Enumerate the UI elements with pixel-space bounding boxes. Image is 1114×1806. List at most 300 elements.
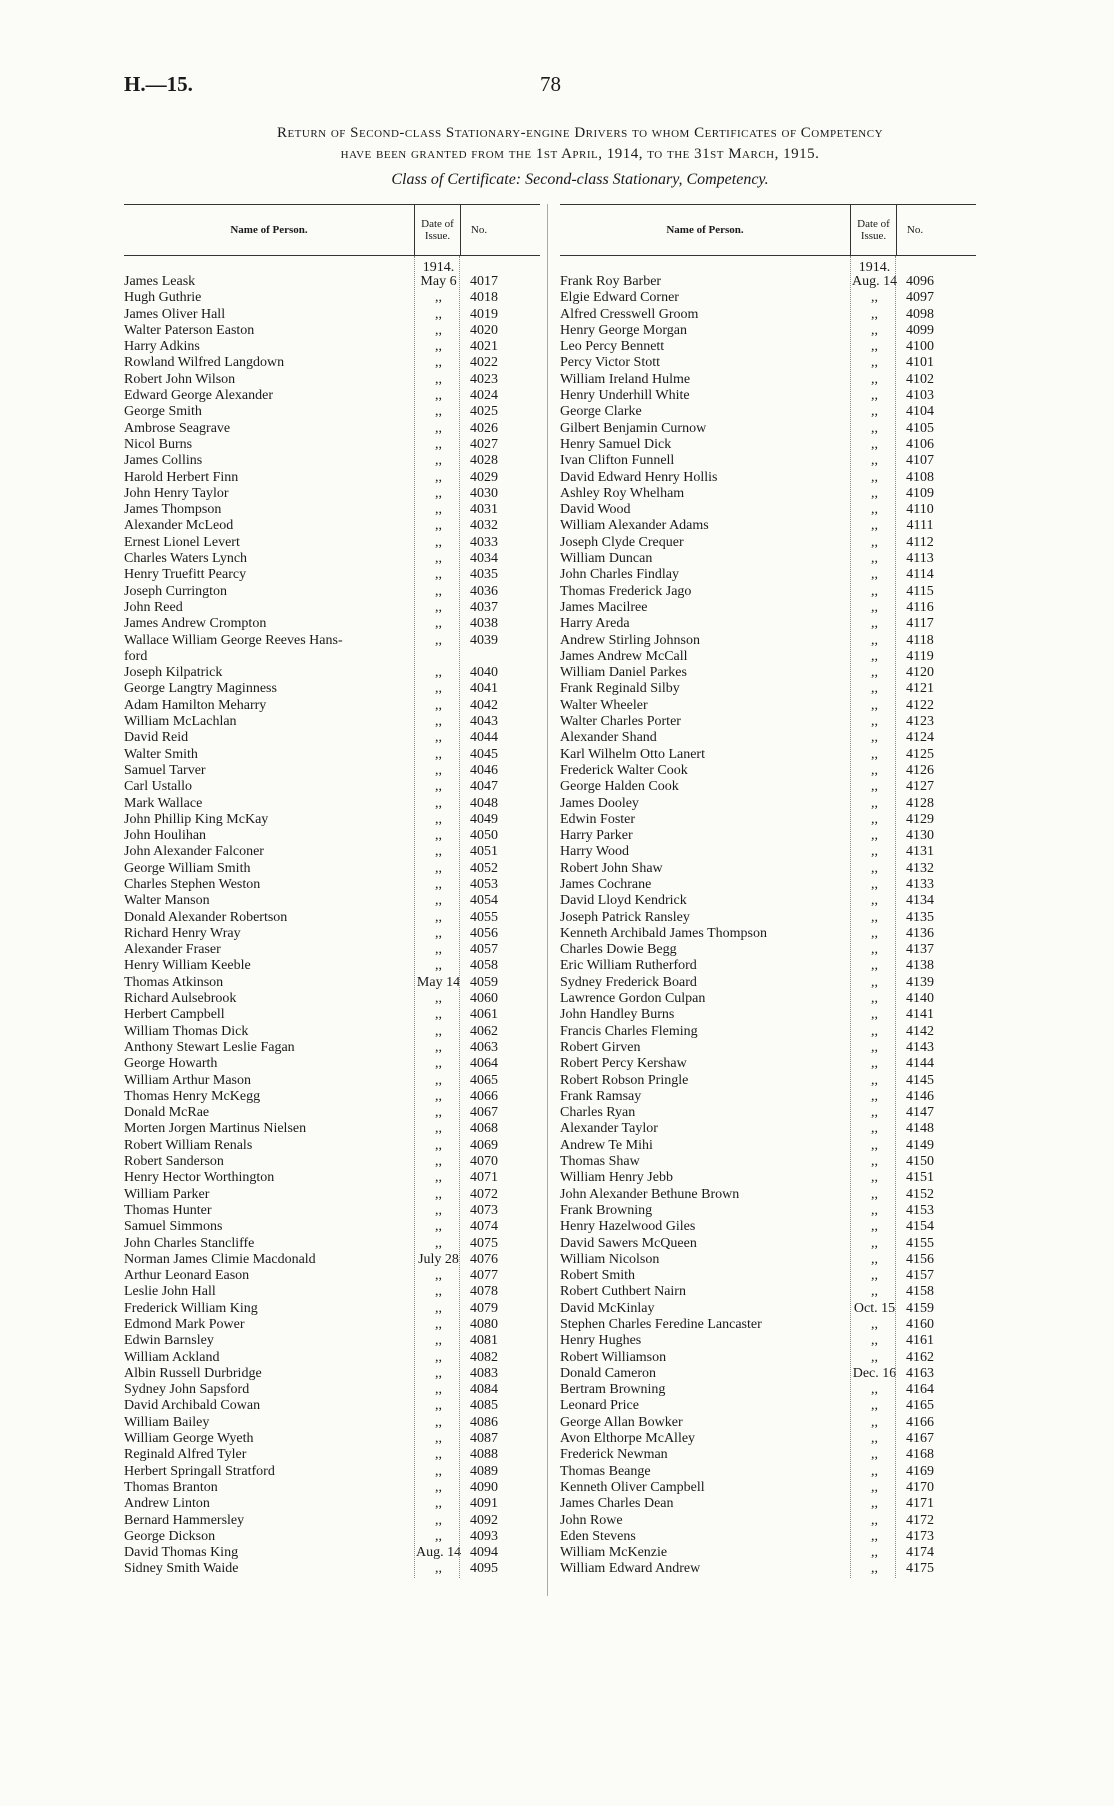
certificate-number: 4039 bbox=[470, 632, 498, 648]
person-name: Robert John Wilson bbox=[124, 371, 236, 387]
issue-date: ,, bbox=[871, 958, 878, 974]
person-name: Anthony Stewart Leslie Fagan bbox=[124, 1039, 295, 1055]
issue-date: ,, bbox=[435, 1088, 442, 1104]
table-row bbox=[560, 404, 976, 420]
issue-date: ,, bbox=[871, 469, 878, 485]
certificate-number: 4069 bbox=[470, 1137, 498, 1153]
certificate-number: 4084 bbox=[470, 1382, 498, 1398]
table-row bbox=[560, 1121, 976, 1137]
person-name: Henry William Keeble bbox=[124, 958, 251, 974]
certificate-class: Class of Certificate: Second-class Stationary, Competency. bbox=[391, 171, 769, 188]
table-row bbox=[560, 567, 976, 583]
issue-date: ,, bbox=[871, 1479, 878, 1495]
issue-date: ,, bbox=[871, 925, 878, 941]
table-row bbox=[560, 1024, 976, 1040]
person-name: Charles Stephen Weston bbox=[124, 876, 261, 892]
table-row bbox=[560, 665, 976, 681]
certificate-number: 4168 bbox=[906, 1447, 934, 1463]
issue-date: ,, bbox=[871, 339, 878, 355]
table-row bbox=[560, 910, 976, 926]
person-name: Charles Dowie Begg bbox=[560, 942, 677, 958]
person-name: Samuel Simmons bbox=[124, 1219, 223, 1235]
issue-date: ,, bbox=[435, 1219, 442, 1235]
table-row bbox=[560, 926, 976, 942]
table-row bbox=[124, 1333, 540, 1349]
certificate-number: 4102 bbox=[906, 371, 934, 387]
certificate-number: 4137 bbox=[906, 942, 934, 958]
certificate-number: 4136 bbox=[906, 925, 934, 941]
certificate-number: 4096 bbox=[906, 274, 934, 289]
certificate-number: 4075 bbox=[470, 1235, 498, 1251]
issue-date: ,, bbox=[435, 795, 442, 811]
person-name: Robert Cuthbert Nairn bbox=[560, 1284, 686, 1300]
certificate-number: 4033 bbox=[470, 534, 498, 550]
issue-date: ,, bbox=[435, 404, 442, 420]
issue-date: ,, bbox=[435, 388, 442, 404]
table-row bbox=[560, 1154, 976, 1170]
person-name: Richard Henry Wray bbox=[124, 925, 241, 941]
person-name: David Thomas King bbox=[124, 1545, 239, 1561]
issue-date: ,, bbox=[871, 844, 878, 860]
person-name: Kenneth Archibald James Thompson bbox=[560, 925, 767, 941]
table-row bbox=[560, 649, 976, 665]
issue-date: ,, bbox=[871, 616, 878, 632]
issue-date: ,, bbox=[871, 1496, 878, 1512]
certificate-number: 4026 bbox=[470, 420, 498, 436]
person-name: James Charles Dean bbox=[560, 1496, 674, 1512]
person-name: Samuel Tarver bbox=[124, 762, 206, 778]
table-row bbox=[560, 877, 976, 893]
table-row bbox=[560, 584, 976, 600]
table-row bbox=[560, 535, 976, 551]
issue-date: ,, bbox=[871, 551, 878, 567]
issue-date: ,, bbox=[435, 942, 442, 958]
issue-date: ,, bbox=[435, 828, 442, 844]
person-name: Alexander Shand bbox=[560, 730, 657, 746]
left-table-header bbox=[124, 204, 540, 256]
issue-date: ,, bbox=[871, 681, 878, 697]
issue-date: ,, bbox=[871, 1447, 878, 1463]
issue-date: ,, bbox=[435, 909, 442, 925]
person-name: George William Smith bbox=[124, 860, 251, 876]
certificate-number: 4172 bbox=[906, 1512, 934, 1528]
certificate-number: 4017 bbox=[470, 274, 498, 289]
header-date: Date of Issue. bbox=[850, 205, 897, 255]
table-row bbox=[124, 1219, 540, 1235]
person-name: ford bbox=[124, 648, 148, 664]
certificate-number: 4028 bbox=[470, 453, 498, 469]
person-name: Frederick William King bbox=[124, 1300, 258, 1316]
table-row bbox=[124, 1480, 540, 1496]
issue-date: ,, bbox=[435, 746, 442, 762]
table-row bbox=[124, 355, 540, 371]
issue-date: ,, bbox=[871, 828, 878, 844]
person-name: Ivan Clifton Funnell bbox=[560, 453, 675, 469]
table-row bbox=[124, 437, 540, 453]
person-name: Robert Percy Kershaw bbox=[560, 1056, 687, 1072]
table-row bbox=[560, 437, 976, 453]
issue-date: ,, bbox=[871, 1528, 878, 1544]
certificate-number: 4070 bbox=[470, 1154, 498, 1170]
person-name: James Cochrane bbox=[560, 876, 652, 892]
issue-date: ,, bbox=[871, 1121, 878, 1137]
person-name: William Daniel Parkes bbox=[560, 665, 687, 681]
certificate-number: 4122 bbox=[906, 697, 934, 713]
page-code: H.—15. bbox=[124, 72, 193, 96]
year-label: 1914. bbox=[858, 260, 891, 275]
table-row bbox=[124, 486, 540, 502]
issue-date: ,, bbox=[871, 518, 878, 534]
certificate-number: 4036 bbox=[470, 583, 498, 599]
certificate-number: 4027 bbox=[470, 436, 498, 452]
table-row bbox=[560, 1187, 976, 1203]
table-row bbox=[124, 1170, 540, 1186]
table-row bbox=[560, 1007, 976, 1023]
person-name: Harry Areda bbox=[560, 616, 630, 632]
person-name: Sidney Smith Waide bbox=[124, 1561, 239, 1577]
issue-date: ,, bbox=[871, 1561, 878, 1577]
table-row bbox=[124, 1513, 540, 1529]
header-name: Name of Person. bbox=[230, 224, 308, 236]
certificate-number: 4060 bbox=[470, 991, 498, 1007]
certificate-number: 4063 bbox=[470, 1039, 498, 1055]
certificate-number: 4152 bbox=[906, 1186, 934, 1202]
issue-date: ,, bbox=[435, 290, 442, 306]
certificate-number: 4120 bbox=[906, 665, 934, 681]
certificate-number: 4091 bbox=[470, 1496, 498, 1512]
certificate-number: 4159 bbox=[906, 1300, 934, 1316]
issue-date: ,, bbox=[871, 1023, 878, 1039]
header-name: Name of Person. bbox=[666, 224, 744, 236]
table-row bbox=[124, 828, 540, 844]
certificate-number: 4052 bbox=[470, 860, 498, 876]
issue-date: ,, bbox=[871, 795, 878, 811]
person-name: Donald McRae bbox=[124, 1105, 210, 1121]
issue-date: ,, bbox=[871, 1202, 878, 1218]
issue-date: Aug. 14 bbox=[852, 274, 898, 289]
issue-date: ,, bbox=[871, 876, 878, 892]
issue-date: ,, bbox=[871, 599, 878, 615]
person-name: Walter Smith bbox=[124, 746, 198, 762]
table-row bbox=[560, 453, 976, 469]
table-row bbox=[560, 1561, 976, 1577]
certificate-number: 4023 bbox=[470, 371, 498, 387]
certificate-number: 4165 bbox=[906, 1398, 934, 1414]
certificate-number: 4062 bbox=[470, 1023, 498, 1039]
issue-date: ,, bbox=[435, 551, 442, 567]
certificate-number: 4128 bbox=[906, 795, 934, 811]
issue-date: ,, bbox=[435, 1463, 442, 1479]
certificate-number: 4030 bbox=[470, 485, 498, 501]
table-row bbox=[560, 1545, 976, 1561]
table-row bbox=[124, 926, 540, 942]
table-row bbox=[124, 1431, 540, 1447]
certificate-number: 4117 bbox=[906, 616, 934, 632]
issue-date: ,, bbox=[435, 714, 442, 730]
issue-date: ,, bbox=[435, 1023, 442, 1039]
certificate-number: 4025 bbox=[470, 404, 498, 420]
table-row bbox=[124, 779, 540, 795]
table-row bbox=[560, 1203, 976, 1219]
table-row bbox=[124, 470, 540, 486]
person-name: James Andrew McCall bbox=[560, 648, 688, 664]
person-name: William McLachlan bbox=[124, 714, 237, 730]
person-name: George Langtry Maginness bbox=[124, 681, 277, 697]
issue-date: ,, bbox=[871, 1317, 878, 1332]
issue-date: ,, bbox=[435, 469, 442, 485]
certificate-number: 4024 bbox=[470, 388, 498, 404]
person-name: Gilbert Benjamin Curnow bbox=[560, 420, 707, 436]
person-name: William Duncan bbox=[560, 551, 653, 567]
table-row bbox=[560, 1252, 976, 1268]
issue-date: ,, bbox=[871, 746, 878, 762]
certificate-number: 4174 bbox=[906, 1545, 934, 1561]
person-name: Andrew Linton bbox=[124, 1496, 210, 1512]
issue-date: ,, bbox=[435, 1202, 442, 1218]
certificate-number: 4018 bbox=[470, 290, 498, 306]
table-row bbox=[124, 388, 540, 404]
certificate-number: 4107 bbox=[906, 453, 934, 469]
issue-date: ,, bbox=[871, 1349, 878, 1365]
issue-date: ,, bbox=[435, 567, 442, 583]
certificate-number: 4076 bbox=[470, 1251, 498, 1267]
issue-date: ,, bbox=[871, 290, 878, 306]
table-row bbox=[560, 1366, 976, 1382]
certificate-number: 4135 bbox=[906, 909, 934, 925]
certificate-number: 4103 bbox=[906, 388, 934, 404]
issue-date: ,, bbox=[435, 1056, 442, 1072]
certificate-number: 4164 bbox=[906, 1382, 934, 1398]
issue-date: ,, bbox=[435, 436, 442, 452]
person-name: George Howarth bbox=[124, 1056, 218, 1072]
person-name: George Clarke bbox=[560, 404, 642, 420]
issue-date: ,, bbox=[435, 1121, 442, 1137]
certificate-number: 4124 bbox=[906, 730, 934, 746]
person-name: Henry Hector Worthington bbox=[124, 1170, 275, 1186]
issue-date: ,, bbox=[871, 1382, 878, 1398]
person-name: Rowland Wilfred Langdown bbox=[124, 355, 285, 371]
person-name: David Wood bbox=[560, 502, 631, 518]
person-name: Donald Cameron bbox=[560, 1365, 657, 1381]
certificate-number: 4141 bbox=[906, 1007, 934, 1023]
certificate-number: 4133 bbox=[906, 876, 934, 892]
table-row bbox=[124, 1073, 540, 1089]
issue-date: ,, bbox=[435, 1496, 442, 1512]
certificate-number: 4021 bbox=[470, 339, 498, 355]
issue-date: ,, bbox=[435, 371, 442, 387]
issue-date: ,, bbox=[871, 404, 878, 420]
certificate-number: 4040 bbox=[470, 665, 498, 681]
table-row bbox=[560, 861, 976, 877]
issue-date: ,, bbox=[871, 485, 878, 501]
certificate-number: 4020 bbox=[470, 322, 498, 338]
left-rows bbox=[124, 274, 540, 1578]
table-row bbox=[124, 1138, 540, 1154]
person-name: Sydney John Sapsford bbox=[124, 1382, 250, 1398]
certificate-number: 4147 bbox=[906, 1105, 934, 1121]
certificate-number: 4092 bbox=[470, 1512, 498, 1528]
issue-date: ,, bbox=[871, 762, 878, 778]
table-row bbox=[560, 372, 976, 388]
person-name: Karl Wilhelm Otto Lanert bbox=[560, 746, 705, 762]
table-row bbox=[560, 763, 976, 779]
issue-date: ,, bbox=[435, 339, 442, 355]
person-name: Leonard Price bbox=[560, 1398, 639, 1414]
person-name: Percy Victor Stott bbox=[560, 355, 661, 371]
certificate-number: 4130 bbox=[906, 828, 934, 844]
table-row bbox=[124, 1252, 540, 1268]
person-name: William Henry Jebb bbox=[560, 1170, 673, 1186]
table-row bbox=[124, 1382, 540, 1398]
person-name: Robert John Shaw bbox=[560, 860, 663, 876]
table-row bbox=[560, 1105, 976, 1121]
person-name: William Edward Andrew bbox=[560, 1561, 701, 1577]
issue-date: ,, bbox=[871, 909, 878, 925]
issue-date: ,, bbox=[871, 306, 878, 322]
person-name: Alexander McLeod bbox=[124, 518, 234, 534]
certificate-number: 4108 bbox=[906, 469, 934, 485]
person-name: Thomas Hunter bbox=[124, 1202, 212, 1218]
table-row bbox=[124, 796, 540, 812]
certificate-number: 4155 bbox=[906, 1235, 934, 1251]
table-row bbox=[124, 861, 540, 877]
issue-date: ,, bbox=[871, 583, 878, 599]
certificate-number: 4059 bbox=[470, 974, 498, 990]
certificate-number: 4101 bbox=[906, 355, 934, 371]
table-row bbox=[124, 600, 540, 616]
person-name: Walter Manson bbox=[124, 893, 210, 909]
person-name: Harold Herbert Finn bbox=[124, 469, 239, 485]
person-name: Robert Robson Pringle bbox=[560, 1072, 689, 1088]
issue-date: ,, bbox=[871, 991, 878, 1007]
person-name: Robert Girven bbox=[560, 1039, 641, 1055]
table-row bbox=[560, 355, 976, 371]
person-name: Ashley Roy Whelham bbox=[560, 485, 685, 501]
table-row bbox=[560, 1382, 976, 1398]
certificate-number: 4088 bbox=[470, 1447, 498, 1463]
person-name: Joseph Patrick Ransley bbox=[560, 909, 690, 925]
table-row bbox=[560, 1073, 976, 1089]
person-name: Andrew Stirling Johnson bbox=[560, 632, 700, 648]
person-name: Herbert Campbell bbox=[124, 1007, 225, 1023]
person-name: Frank Roy Barber bbox=[560, 274, 662, 289]
person-name: Walter Wheeler bbox=[560, 697, 648, 713]
certificate-number: 4100 bbox=[906, 339, 934, 355]
issue-date: ,, bbox=[871, 860, 878, 876]
person-name: Stephen Charles Feredine Lancaster bbox=[560, 1317, 762, 1332]
certificate-number: 4110 bbox=[906, 502, 934, 518]
issue-date: ,, bbox=[871, 811, 878, 827]
certificate-number: 4112 bbox=[906, 534, 934, 550]
person-name: Donald Alexander Robertson bbox=[124, 909, 288, 925]
person-name: Reginald Alfred Tyler bbox=[124, 1447, 247, 1463]
table-row bbox=[124, 1203, 540, 1219]
issue-date: ,, bbox=[871, 632, 878, 648]
issue-date: ,, bbox=[871, 730, 878, 746]
table-row bbox=[560, 747, 976, 763]
table-row bbox=[560, 339, 976, 355]
certificate-number: 4045 bbox=[470, 746, 498, 762]
person-name: James Andrew Crompton bbox=[124, 616, 267, 632]
table-row bbox=[560, 1447, 976, 1463]
table-row bbox=[124, 1154, 540, 1170]
person-name: John Houlihan bbox=[124, 828, 207, 844]
issue-date: ,, bbox=[871, 665, 878, 681]
person-name: Frank Reginald Silby bbox=[560, 681, 680, 697]
issue-date: ,, bbox=[435, 925, 442, 941]
certificate-number: 4046 bbox=[470, 762, 498, 778]
person-name: William Bailey bbox=[124, 1414, 210, 1430]
person-name: John Alexander Bethune Brown bbox=[560, 1186, 740, 1202]
certificate-number: 4054 bbox=[470, 893, 498, 909]
table-row bbox=[124, 1236, 540, 1252]
person-name: Nicol Burns bbox=[124, 436, 193, 452]
table-row bbox=[124, 1415, 540, 1431]
issue-date: ,, bbox=[871, 1463, 878, 1479]
table-row bbox=[124, 1105, 540, 1121]
table-row bbox=[560, 1350, 976, 1366]
issue-date: ,, bbox=[871, 355, 878, 371]
table-row bbox=[560, 616, 976, 632]
issue-date: ,, bbox=[871, 1186, 878, 1202]
person-name: James Thompson bbox=[124, 502, 222, 518]
person-name: Lawrence Gordon Culpan bbox=[560, 991, 706, 1007]
certificate-number: 4170 bbox=[906, 1479, 934, 1495]
issue-date: ,, bbox=[871, 648, 878, 664]
table-row bbox=[124, 421, 540, 437]
person-name: Harry Wood bbox=[560, 844, 629, 860]
person-name: William Nicolson bbox=[560, 1251, 660, 1267]
table-row bbox=[560, 600, 976, 616]
issue-date: ,, bbox=[435, 844, 442, 860]
person-name: Alfred Cresswell Groom bbox=[560, 306, 699, 322]
table-row bbox=[124, 763, 540, 779]
certificate-number: 4078 bbox=[470, 1284, 498, 1300]
certificate-number: 4109 bbox=[906, 485, 934, 501]
certificate-number: 4057 bbox=[470, 942, 498, 958]
certificate-number: 4066 bbox=[470, 1088, 498, 1104]
certificate-number: 4086 bbox=[470, 1414, 498, 1430]
person-name: David Archibald Cowan bbox=[124, 1398, 261, 1414]
table-row bbox=[124, 502, 540, 518]
certificate-number: 4061 bbox=[470, 1007, 498, 1023]
person-name: David Sawers McQueen bbox=[560, 1235, 697, 1251]
person-name: Edwin Barnsley bbox=[124, 1333, 214, 1349]
person-name: Kenneth Oliver Campbell bbox=[560, 1479, 705, 1495]
table-row bbox=[560, 1513, 976, 1529]
certificate-number: 4080 bbox=[470, 1317, 498, 1332]
table-row bbox=[560, 958, 976, 974]
issue-date: ,, bbox=[435, 1186, 442, 1202]
issue-date: ,, bbox=[871, 1170, 878, 1186]
certificate-number: 4167 bbox=[906, 1431, 934, 1447]
issue-date: Dec. 16 bbox=[852, 1365, 897, 1381]
issue-date: ,, bbox=[435, 306, 442, 322]
certificate-number: 4142 bbox=[906, 1023, 934, 1039]
table-row bbox=[124, 535, 540, 551]
person-name: David Edward Henry Hollis bbox=[560, 469, 718, 485]
person-name: Bernard Hammersley bbox=[124, 1512, 245, 1528]
document-title-line-2: have been granted from the 1st April, 1914, to the 31st March, 1915. bbox=[340, 146, 820, 162]
table-row bbox=[560, 502, 976, 518]
person-name: John Rowe bbox=[560, 1512, 623, 1528]
certificate-number: 4098 bbox=[906, 306, 934, 322]
person-name: Joseph Clyde Crequer bbox=[560, 534, 684, 550]
issue-date: ,, bbox=[435, 1154, 442, 1170]
certificate-number: 4097 bbox=[906, 290, 934, 306]
table-row bbox=[124, 958, 540, 974]
issue-date: ,, bbox=[871, 697, 878, 713]
